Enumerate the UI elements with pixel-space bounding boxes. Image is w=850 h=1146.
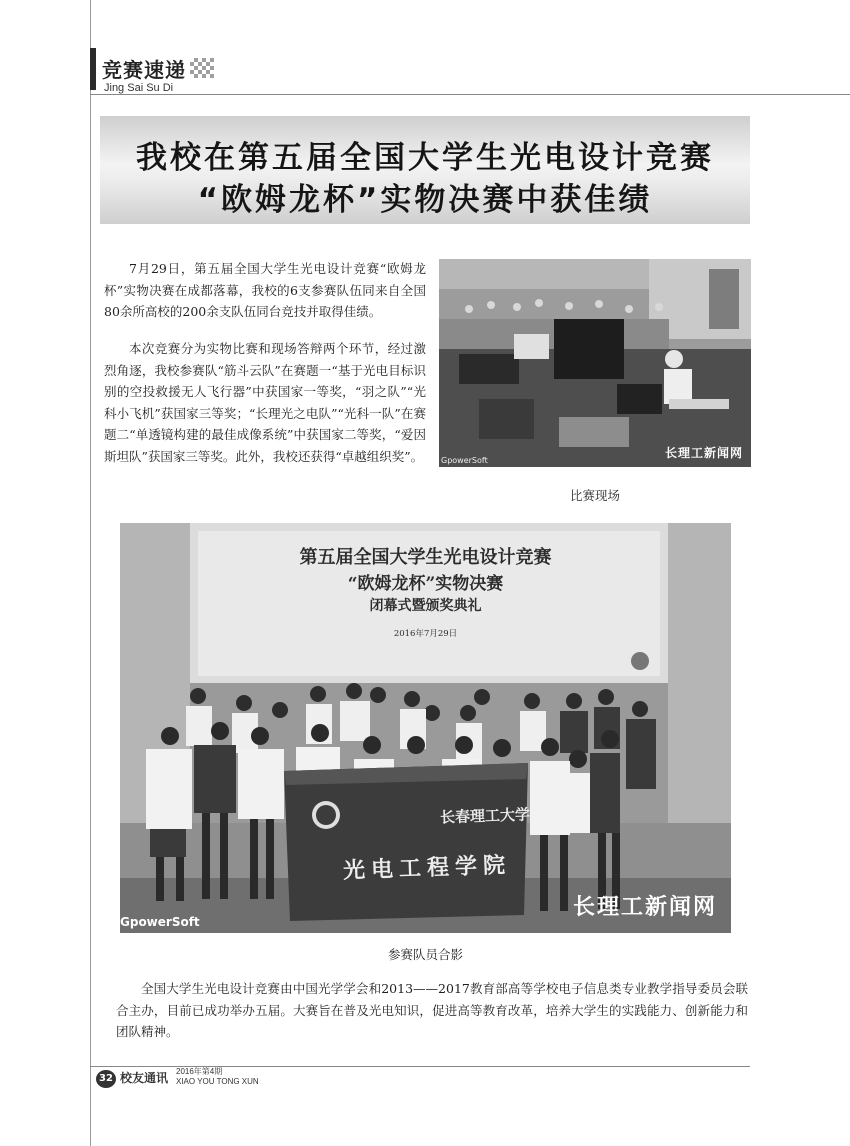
competition-scene-photo [439, 259, 751, 467]
checker-decoration [190, 58, 214, 78]
watermark-news: 长理工新闻网 [572, 895, 717, 920]
section-bar [90, 48, 96, 90]
photo-caption-scene: 比赛现场 [569, 488, 620, 503]
paragraph-background: 全国大学生光电设计竞赛由中国光学学会和2013——2017教育部高等学校电子信息类专业教学指导委员会联合主办，目前已成功举办五届。大赛旨在普及光电知识，促进高等教育改革，培养大学生的实践能力、创新能力和团队精神。 [116, 981, 748, 1039]
team-group-photo [120, 523, 731, 933]
page-number: 32 [96, 1070, 116, 1088]
watermark-news: 长理工新闻网 [664, 446, 743, 460]
magazine-name: 校友通讯 [120, 1071, 169, 1085]
banner-date: 2016年7月29日 [393, 629, 458, 639]
article-title-banner [100, 116, 750, 224]
paragraph-results: 本次竞赛分为实物比赛和现场答辩两个环节，经过激烈角逐，我校参赛队“筋斗云队”在赛题一“基于光电目标识别的空投救援无人飞行器”中获国家一等奖，“羽之队”“光科小飞机”获国家三等奖；“长理光之电队”“光科一队”在赛题二“单透镜构建的最佳成像系统”中获国家二等奖，“爱因斯坦队”获国家三等奖。此外，我校还获得“卓越组织奖”。 [104, 341, 426, 464]
margin-rule [90, 0, 91, 1146]
article-title-line2: “欧姆龙杯”实物决赛中获佳绩 [197, 182, 653, 218]
photo-caption-group: 参赛队员合影 [387, 947, 463, 962]
article-title-line1: 我校在第五届全国大学生光电设计竞赛 [136, 140, 714, 176]
section-pinyin: Jing Sai Su Di [104, 82, 174, 94]
paragraph-intro: 7月29日，第五届全国大学生光电设计竞赛“欧姆龙杯”实物决赛在成都落幕，我校的6支参赛队伍同来自全国80余所高校的200余支队伍同台竞技并取得佳绩。 [104, 261, 426, 319]
flag-college-name: 光电工程学院 [342, 852, 512, 884]
banner-title-line2: “欧姆龙杯”实物决赛 [347, 574, 504, 594]
banner-title-line1: 第五届全国大学生光电设计竞赛 [299, 547, 552, 568]
section-title: 竞赛速递 [102, 58, 186, 82]
competition-scene-image [439, 259, 751, 467]
watermark-gpowersoft: GpowerSoft [120, 915, 200, 929]
magazine-pinyin: XIAO YOU TONG XUN [176, 1077, 259, 1086]
flag-university-name: 长春理工大学 [439, 805, 531, 827]
issue-label: 2016年第4期 [176, 1067, 223, 1076]
page-footer [90, 1066, 490, 1090]
header-rule [90, 94, 850, 95]
watermark-gpowersoft: GpowerSoft [441, 456, 488, 465]
banner-title-line3: 闭幕式暨颁奖典礼 [369, 598, 482, 614]
section-header [90, 48, 850, 96]
